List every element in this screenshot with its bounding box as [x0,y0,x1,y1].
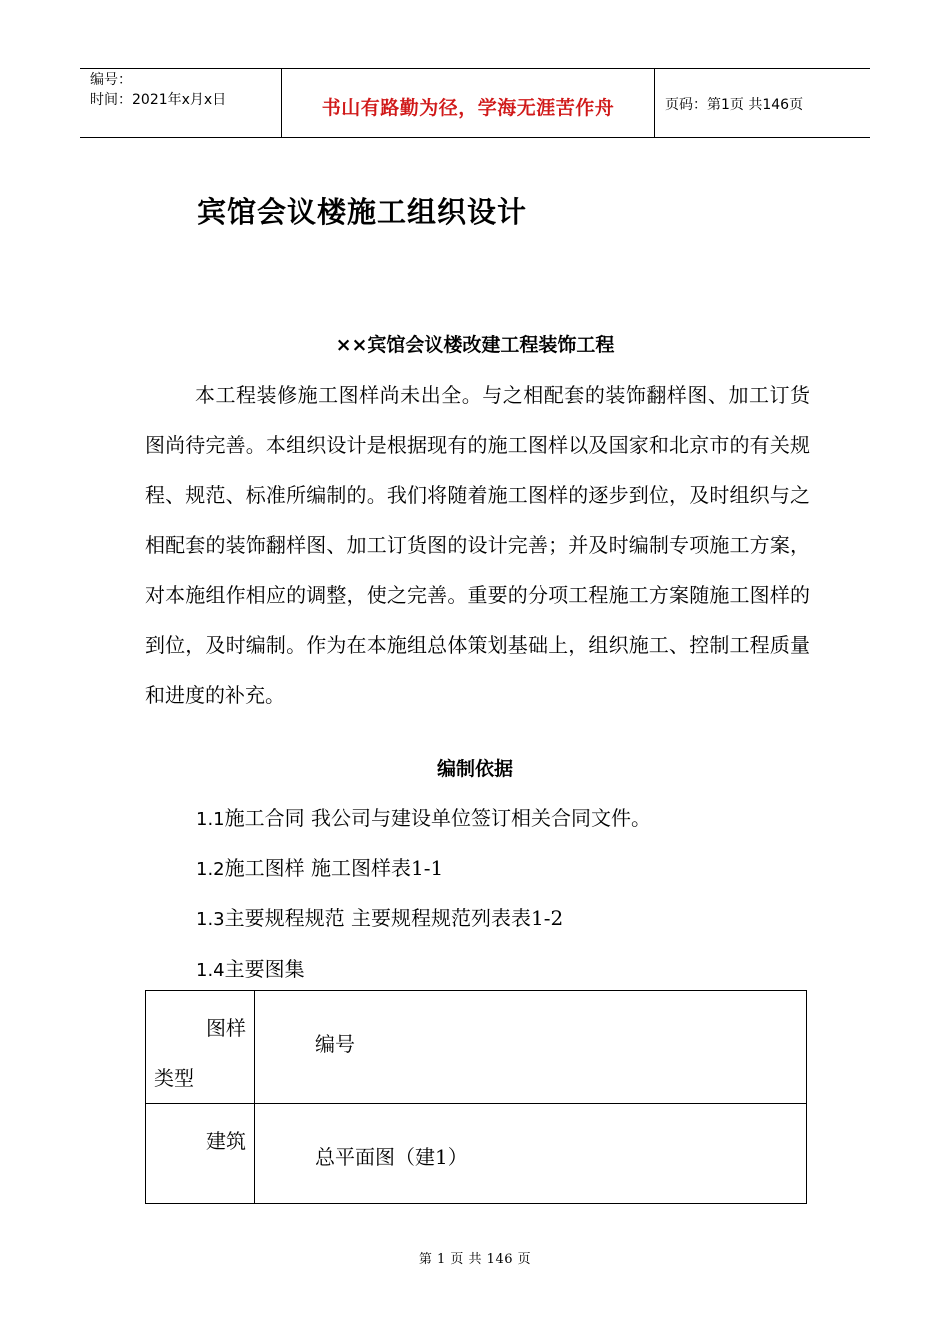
basis-item-number: 1.2 [196,859,225,880]
basis-item-number: 1.4 [196,960,225,981]
cell-type-text: 图样类型 [154,1016,246,1090]
atlas-table [145,990,807,1204]
document-number-label: 编号： [90,72,132,88]
table-row [146,991,807,1104]
cell-value-text: 编号 [315,1032,355,1056]
basis-item-text: 主要图集 [224,957,305,981]
page-footer: 第 1 页 共 146 页 [418,1252,532,1267]
basis-item [196,953,305,982]
header-meta-cell [80,69,282,137]
intro-paragraph: 本工程装修施工图样尚未出全。与之相配套的装饰翻样图、加工订货图尚待完善。本组织设计是根据现有的施工图样以及国家和北京市的有关规程、规范、标准所编制的。我们将随着施工图样的逐步到位，及时组织与之相配套的装饰翻样图、加工订货图的设计完善；并及时编制专项施工方案，对本施组作相应的调整，使之完善。重要的分项工程施工方案随施工图样的到位，及时编制。作为在本施组总体策划基础上，组织施工、控制工程质量和进度的补充。 [145,383,810,707]
basis-item-number: 1.1 [196,809,225,830]
basis-item-text: 主要规程规范 主要规程规范列表表1-2 [224,906,564,930]
basis-item-text: 施工合同 我公司与建设单位签订相关合同文件。 [224,806,651,830]
document-date-label: 时间：2021年x月x日 [90,92,227,108]
basis-item [196,902,563,931]
basis-item [196,852,443,881]
basis-item-number: 1.3 [196,909,225,930]
document-title: 宾馆会议楼施工组织设计 [197,195,528,229]
table-cell-type [146,1104,255,1204]
section-title: 编制依据 [436,758,513,780]
header-motto-cell [282,69,655,137]
cell-value-text: 总平面图（建1） [315,1145,468,1169]
table-row [146,1104,807,1204]
table-cell-value [255,991,807,1104]
header-page-cell [655,69,870,137]
header-page-info: 页码：第1页 共146页 [665,97,804,113]
document-subtitle: ××宾馆会议楼改建工程装饰工程 [335,334,615,356]
header-motto: 书山有路勤为径，学海无涯苦作舟 [321,97,615,119]
basis-item [196,802,651,831]
basis-item-text: 施工图样 施工图样表1-1 [224,856,444,880]
table-cell-value [255,1104,807,1204]
page-header [80,68,870,138]
cell-type-text: 建筑 [206,1129,246,1153]
table-cell-type [146,991,255,1104]
